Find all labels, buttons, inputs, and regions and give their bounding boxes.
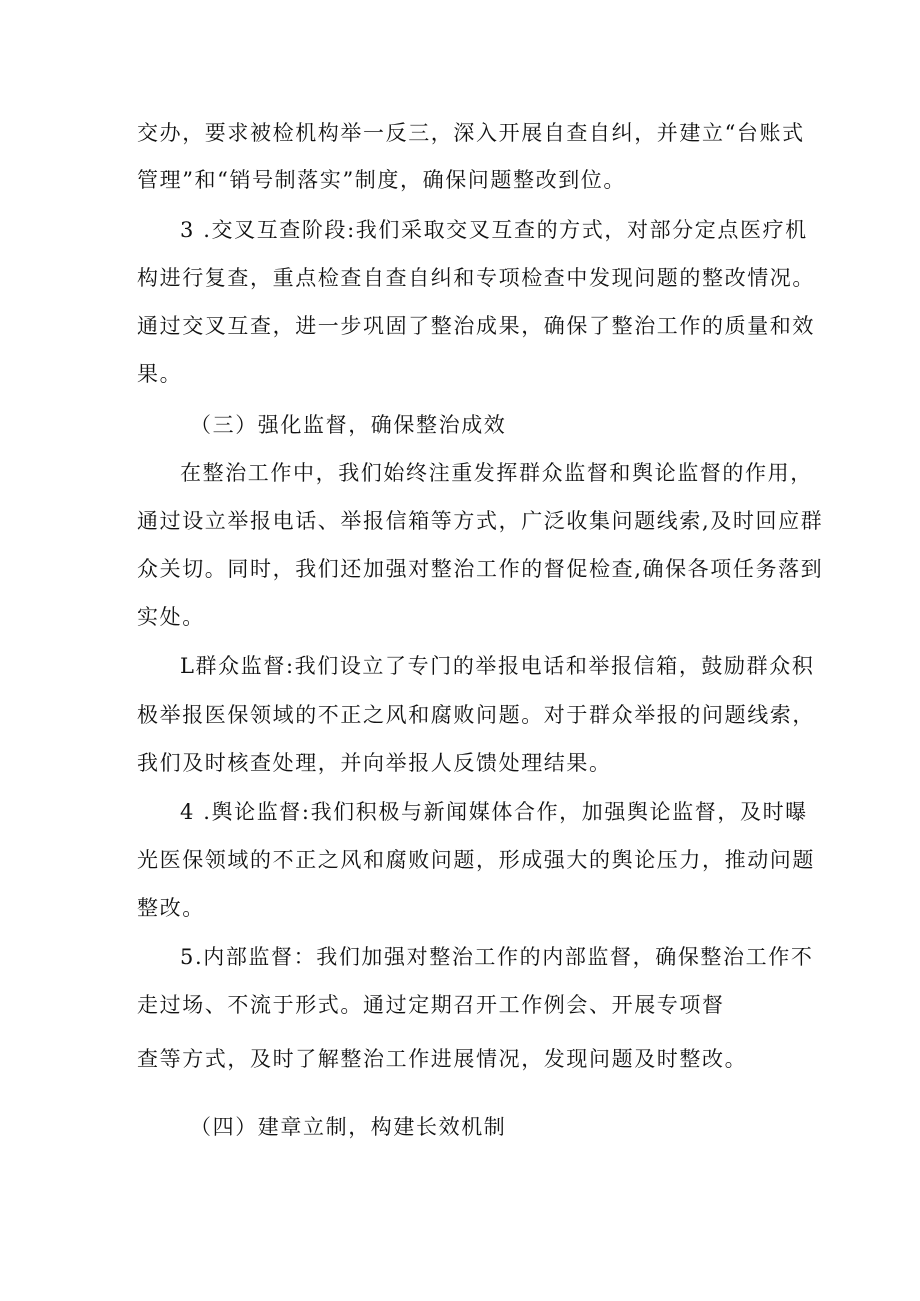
paragraph-6-line-3: 查等方式，及时了解整治工作进展情况，发现问题及时整改。 xyxy=(137,1047,748,1071)
paragraph-6-line-2: 走过场、不流于形式。通过定期召开工作例会、开展专项督 xyxy=(137,993,725,1017)
paragraph-4-line-1: L群众监督:我们设立了专门的举报电话和举报信箱，鼓励群众积 xyxy=(180,654,815,678)
section-heading-3: （三）强化监督，确保整治成效 xyxy=(190,413,507,437)
paragraph-2-line-4: 果。 xyxy=(137,362,183,386)
paragraph-1-line-1: 交办，要求被检机构举一反三，深入开展自查自纠，并建立“台账式 xyxy=(137,121,805,145)
paragraph-3-line-3: 众关切。同时，我们还加强对整治工作的督促检查,确保各项任务落到 xyxy=(137,557,824,581)
paragraph-1-line-2: 管理”和“销号制落实”制度，确保问题整改到位。 xyxy=(137,168,627,192)
paragraph-3-line-1: 在整治工作中，我们始终注重发挥群众监督和舆论监督的作用， xyxy=(180,461,813,485)
paragraph-2-line-1: 3 .交叉互查阶段:我们采取交叉互查的方式，对部分定点医疗机 xyxy=(180,218,808,242)
paragraph-3-line-4: 实处。 xyxy=(137,605,205,629)
paragraph-2-line-3: 通过交叉互查，进一步巩固了整治成果，确保了整治工作的质量和效 xyxy=(137,314,815,338)
paragraph-2-line-2: 构进行复查，重点检查自查自纠和专项检查中发现问题的整改情况。 xyxy=(137,266,815,290)
section-heading-4: （四）建章立制，构建长效机制 xyxy=(190,1115,507,1139)
paragraph-3-line-2: 通过设立举报电话、举报信箱等方式，广泛收集问题线索,及时回应群 xyxy=(137,509,824,533)
paragraph-5-line-1: 4 .舆论监督:我们积极与新闻媒体合作，加强舆论监督，及时曝 xyxy=(180,800,808,824)
paragraph-6-line-1: 5.内部监督：我们加强对整治工作的内部监督，确保整治工作不 xyxy=(180,945,814,969)
paragraph-4-line-3: 我们及时核查处理，并向举报人反馈处理结果。 xyxy=(137,751,612,775)
paragraph-5-line-2: 光医保领域的不正之风和腐败问题，形成强大的舆论压力，推动问题 xyxy=(137,848,815,872)
paragraph-5-line-3: 整改。 xyxy=(137,896,205,920)
paragraph-4-line-2: 极举报医保领域的不正之风和腐败问题。对于群众举报的问题线索， xyxy=(137,703,815,727)
